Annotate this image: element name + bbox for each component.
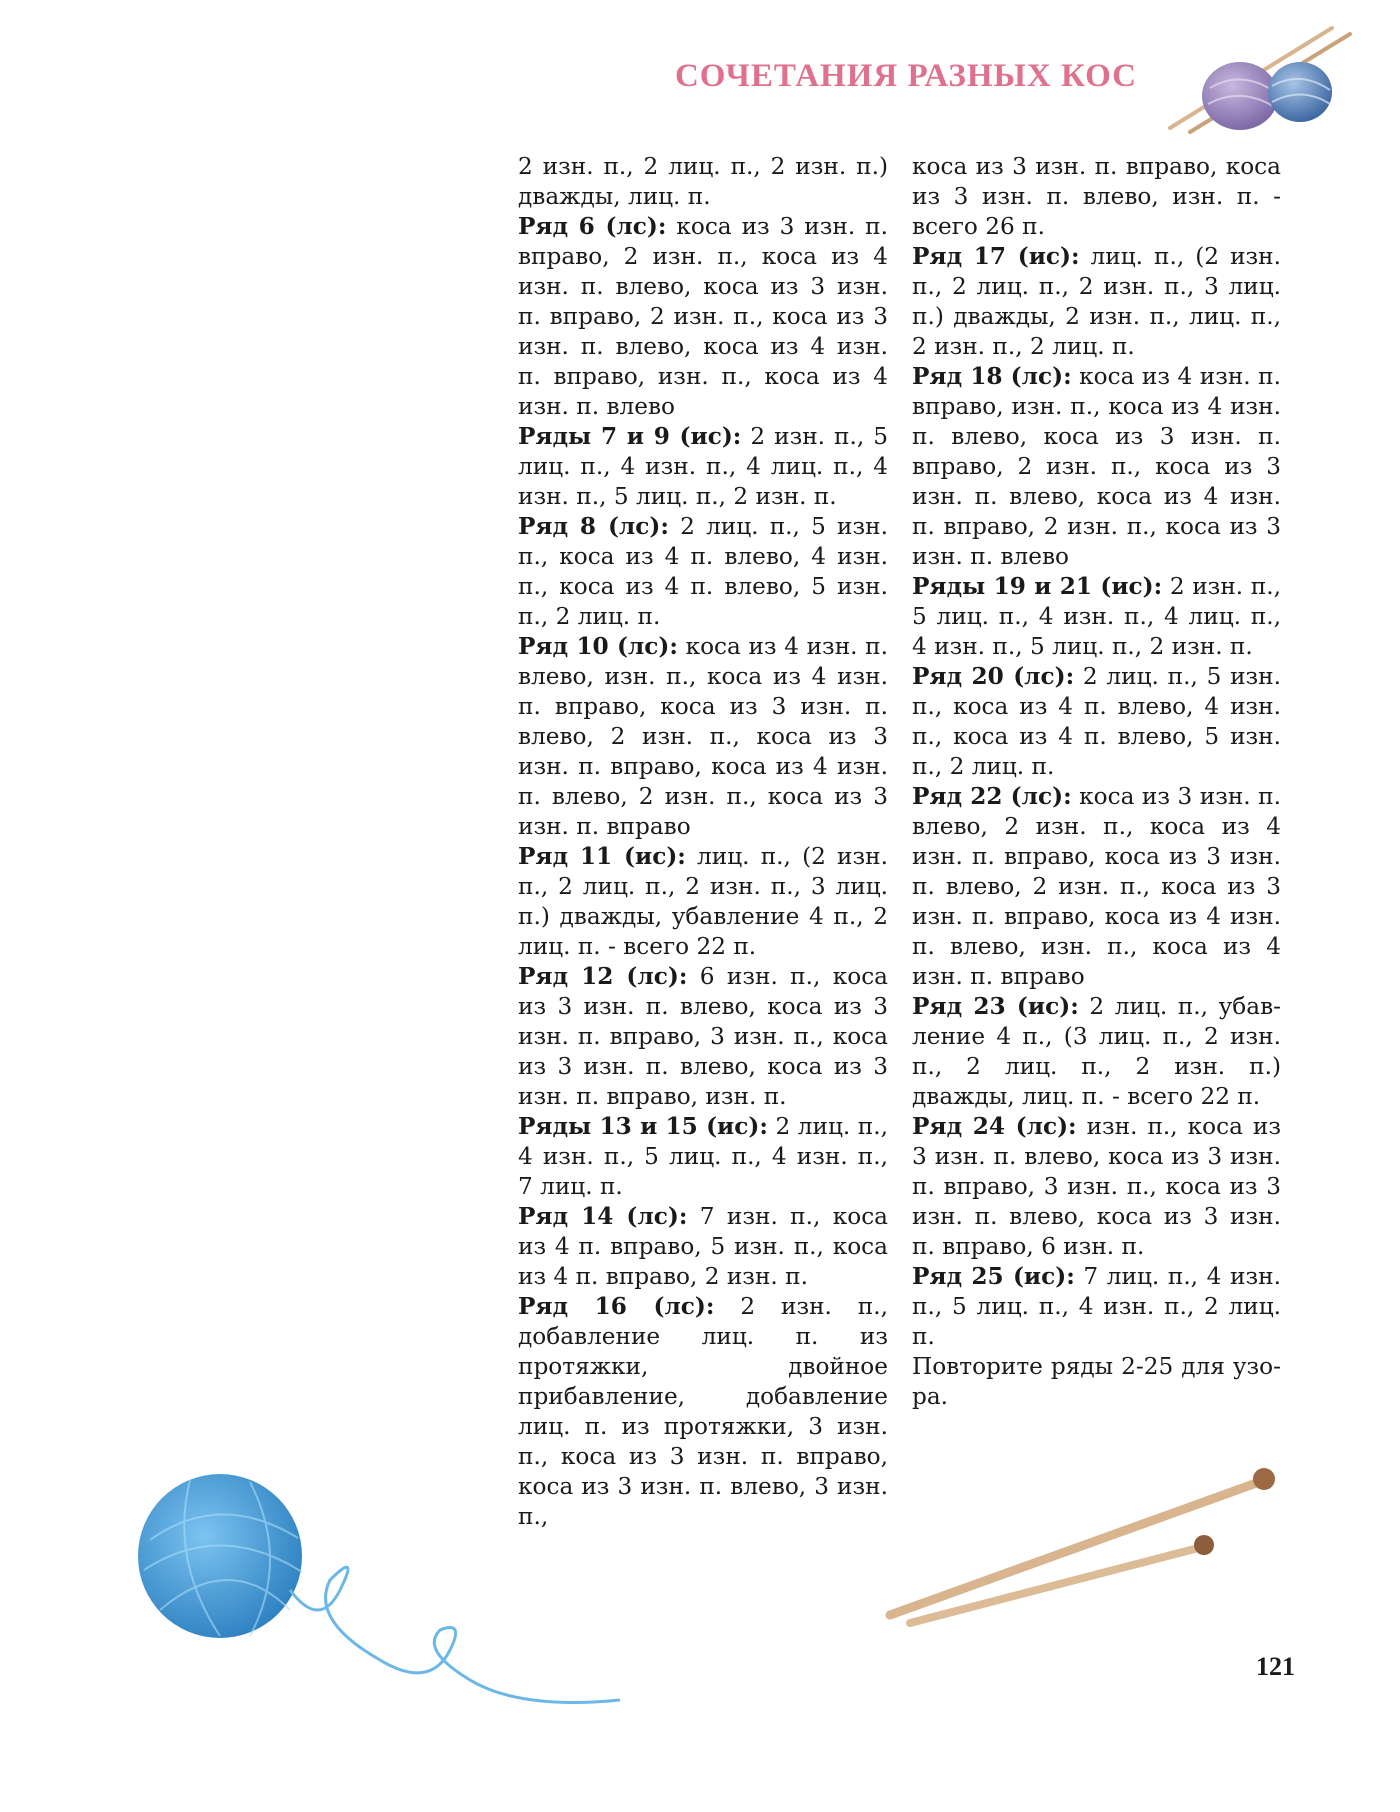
row-label: Ряд 12 (лс):: [518, 963, 688, 990]
row-instructions: 2 лиц. п., 5 изн. п., коса из 4 п. влево, 4 изн. п., коса из 4 п. влево, 5 изн. п., 2 лиц. п.: [518, 513, 888, 630]
right-text-column: [912, 152, 1281, 1412]
row-instructions: Повторите ряды 2-25 для узора.: [912, 1353, 1281, 1410]
row-instructions: лиц. п., (2 изн. п., 2 лиц. п., 2 изн. п., 3 лиц. п.) дважды, убавление 4 п., 2 лиц. п. - всего 22 п.: [518, 843, 888, 960]
row-label: Ряд 6 (лс):: [518, 213, 667, 240]
row-instructions: коса из 3 изн. п. вправо, 2 изн. п., коса из 4 изн. п. влево, коса из 3 изн. п. вправо, 2 изн. п., коса из 3 изн. п. влево, коса из 4 изн. п. вправо, изн. п., коса из 4 изн. п. влево: [518, 213, 888, 420]
left-text-column: [518, 152, 888, 1532]
row-label: Ряды 19 и 21 (ис):: [912, 573, 1163, 600]
pattern-paragraph: [518, 632, 888, 842]
row-instructions: 2 лиц. п., 5 изн. п., коса из 4 п. влево, 4 изн. п., коса из 4 п. влево, 5 изн. п., 2 лиц. п.: [912, 663, 1282, 780]
row-label: Ряд 18 (лс):: [912, 363, 1072, 390]
pattern-paragraph: [912, 1352, 1281, 1412]
knitting-needles-icon: [870, 1455, 1290, 1635]
row-instructions: 2 лиц. п., 4 изн. п., 5 лиц. п., 4 изн. п., 7 лиц. п.: [518, 1113, 888, 1200]
pattern-paragraph: [518, 152, 888, 212]
row-label: Ряд 16 (лс):: [518, 1293, 715, 1320]
row-instructions: 2 лиц. п., убавление 4 п., (3 лиц. п., 2 изн. п., 2 лиц. п., 2 изн. п.) дважды, лиц. п. - всего 22 п.: [912, 993, 1281, 1110]
row-instructions: коса из 3 изн. п. влево, 2 изн. п., коса из 4 изн. п. вправо, коса из 3 изн. п. влево, 2 изн. п., коса из 3 изн. п. вправо, коса из 4 изн. п. влево, изн. п., коса из 4 изн. п. вправо: [912, 783, 1281, 990]
row-label: Ряды 7 и 9 (ис):: [518, 423, 742, 450]
pattern-paragraph: [912, 572, 1281, 662]
row-label: Ряд 22 (лс):: [912, 783, 1072, 810]
row-label: Ряд 25 (ис):: [912, 1263, 1075, 1290]
row-instructions: 2 изн. п., 5 лиц. п., 4 изн. п., 4 лиц. п., 4 изн. п., 5 лиц. п., 2 изн. п.: [518, 423, 888, 510]
pattern-paragraph: [518, 422, 888, 512]
pattern-paragraph: [912, 242, 1281, 362]
row-label: Ряд 17 (ис):: [912, 243, 1080, 270]
pattern-paragraph: [912, 362, 1281, 572]
pattern-paragraph: [912, 782, 1281, 992]
pattern-paragraph: [518, 1202, 888, 1292]
row-label: Ряд 23 (ис):: [912, 993, 1079, 1020]
row-label: Ряд 24 (лс):: [912, 1113, 1077, 1140]
row-label: Ряды 13 и 15 (ис):: [518, 1113, 768, 1140]
row-instructions: коса из 3 изн. п. вправо, коса из 3 изн. п. влево, изн. п. - всего 26 п.: [912, 153, 1281, 240]
page-header-title: СОЧЕТАНИЯ РАЗНЫХ КОС: [674, 58, 1137, 94]
pattern-paragraph: [518, 962, 888, 1112]
row-label: Ряд 10 (лс):: [518, 633, 678, 660]
page-number: 121: [1256, 1652, 1295, 1681]
pattern-paragraph: [912, 152, 1281, 242]
row-instructions: 7 лиц. п., 4 изн. п., 5 лиц. п., 4 изн. п., 2 лиц. п.: [912, 1263, 1281, 1350]
row-label: Ряд 14 (лс):: [518, 1203, 688, 1230]
pattern-paragraph: [518, 1112, 888, 1202]
pattern-paragraph: [518, 212, 888, 422]
pattern-paragraph: [912, 1262, 1281, 1352]
row-instructions: 6 изн. п., коса из 3 изн. п. влево, коса из 3 изн. п. вправо, 3 изн. п., коса из 3 изн. п. влево, коса из 3 изн. п. вправо, изн. п.: [518, 963, 889, 1110]
pattern-paragraph: [518, 842, 888, 962]
yarn-balls-with-needles-icon: [1160, 20, 1360, 140]
row-instructions: коса из 4 изн. п. вправо, изн. п., коса из 4 изн. п. влево, коса из 3 изн. п. вправо, 2 изн. п., коса из 3 изн. п. влево, коса из 4 изн. п. вправо, 2 изн. п., коса из 3 изн. п. влево: [912, 363, 1281, 570]
row-label: Ряд 8 (лс):: [518, 513, 669, 540]
pattern-paragraph: [518, 512, 888, 632]
row-instructions: 2 изн. п., добавление лиц. п. из протяжки, двойное прибавление, добавление лиц. п. из протяжки, 3 изн. п., коса из 3 изн. п. вправо, коса из 3 изн. п. влево, 3 изн. п.,: [518, 1293, 888, 1530]
row-instructions: изн. п., коса из 3 изн. п. влево, коса из 3 изн. п. вправо, 3 изн. п., коса из 3 изн. п. влево, коса из 3 изн. п. вправо, 6 изн. п.: [912, 1113, 1281, 1260]
row-instructions: 7 изн. п., коса из 4 п. вправо, 5 изн. п., коса из 4 п. вправо, 2 изн. п.: [518, 1203, 889, 1290]
row-instructions: лиц. п., (2 изн. п., 2 лиц. п., 2 изн. п., 3 лиц. п.) дважды, 2 изн. п., лиц. п., 2 изн. п., 2 лиц. п.: [912, 243, 1281, 360]
pattern-paragraph: [912, 1112, 1281, 1262]
pattern-paragraph: [912, 992, 1281, 1112]
row-instructions: коса из 4 изн. п. влево, изн. п., коса из 4 изн. п. вправо, коса из 3 изн. п. влево, 2 изн. п., коса из 3 изн. п. вправо, коса из 4 изн. п. влево, 2 изн. п., коса из 3 изн. п. вправо: [518, 633, 888, 840]
blue-yarn-ball-icon: [130, 1460, 630, 1720]
row-instructions: 2 изн. п., 5 лиц. п., 4 изн. п., 4 лиц. п., 4 изн. п., 5 лиц. п., 2 изн. п.: [912, 573, 1281, 660]
pattern-paragraph: [912, 662, 1281, 782]
row-instructions: 2 изн. п., 2 лиц. п., 2 изн. п.) дважды, лиц. п.: [518, 153, 888, 210]
row-label: Ряд 11 (ис):: [518, 843, 686, 870]
row-label: Ряд 20 (лс):: [912, 663, 1075, 690]
